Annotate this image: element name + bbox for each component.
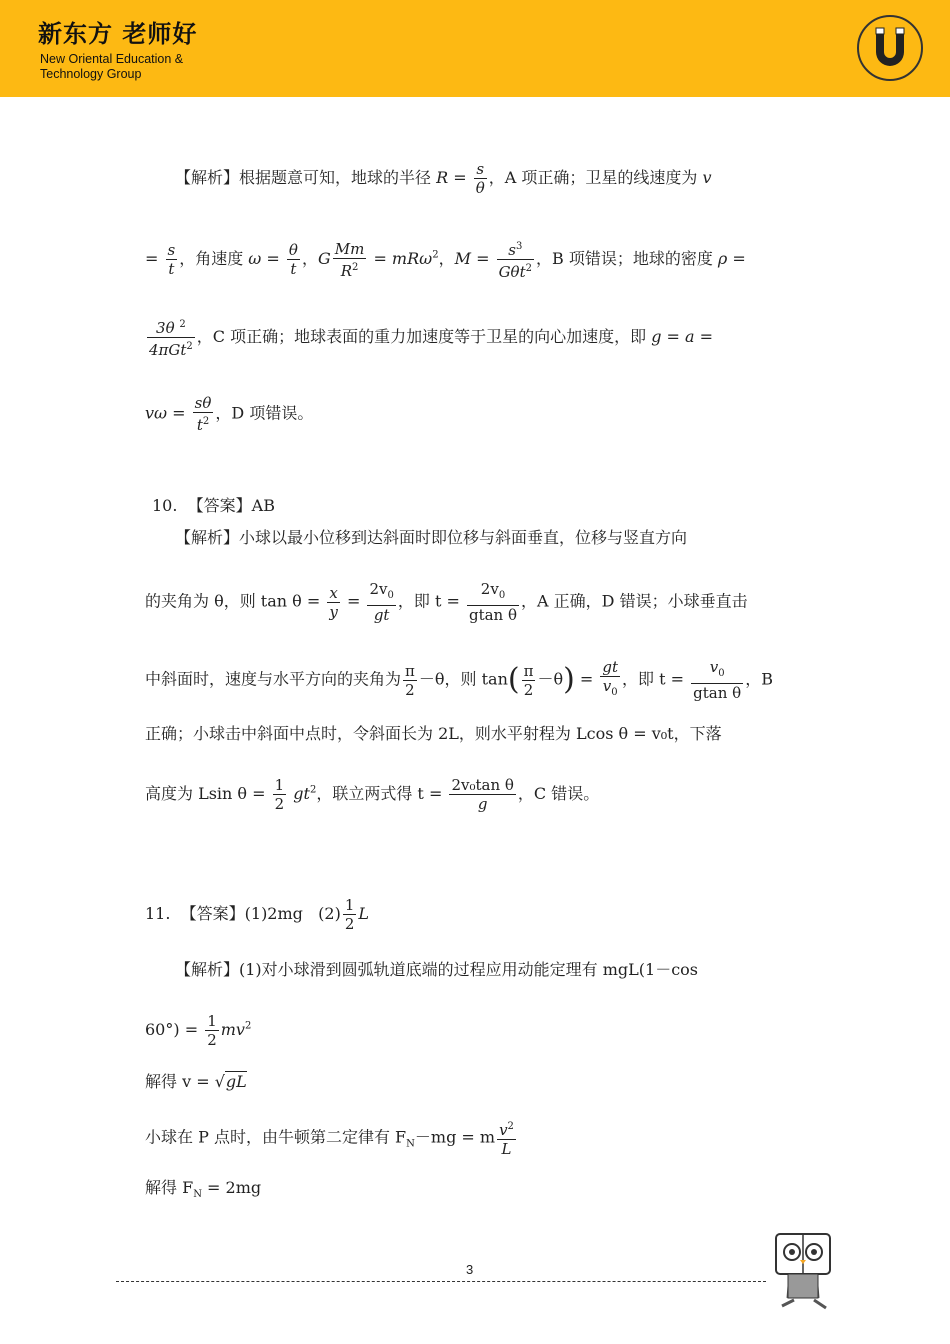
fraction: $\frac{Mm}{R^2}$ [334, 239, 365, 280]
q11-line3: 解得 v = √gL [145, 1072, 247, 1091]
fraction: $\frac{1}{2}$ [207, 1012, 217, 1049]
fraction: $\frac{\theta}{t}$ [288, 241, 298, 278]
fraction: $\frac{\text{2v₀tan θ}}{g}$ [451, 776, 514, 813]
fraction: $\frac{\pi}{2}$ [523, 661, 534, 699]
brand-name-cn: 新东方 老师好 [38, 20, 198, 48]
fraction: $\frac{2v_0}{\text{gtan θ}}$ [468, 580, 518, 624]
fraction: $\frac{3\theta ^2}{4\pi Gt^2}$ [147, 316, 195, 359]
fraction: $\frac{s}{t}$ [167, 241, 176, 278]
header-banner [0, 0, 950, 97]
brand-name-en [40, 52, 240, 82]
footer-divider [116, 1281, 766, 1282]
page-number: 3 [466, 1262, 474, 1277]
q11-line2: 60°) = $\frac{1}{2}$ $mv^2$ [145, 1012, 252, 1049]
q9-line2: = $\frac{s}{t}$ ，角速度 ω = $\frac{\theta}{t}$ ，G $\frac{Mm}{R^2}$ = mRω$^2$，M = $\frac{s^3}{G\theta t^2}$ ，B 项错误；地球的密度 ρ = [145, 239, 746, 281]
fraction: $\frac{s\theta}{t^2}$ [194, 394, 212, 434]
fraction: $\frac{s^3}{G\theta t^2}$ [497, 238, 534, 281]
q10-line3: 中斜面时，速度与水平方向的夹角为 $\frac{\pi}{2}$ －θ，则 tan( $\frac{\pi}{2}$ －θ) = $\frac{gt}{v_0}$ ，即 t = $\frac{v_0}{\text{gtan θ}}$ ，B [145, 658, 773, 702]
fraction: $\frac{v_0}{\text{gtan θ}}$ [693, 658, 742, 702]
fraction: $\frac{x}{y}$ [329, 583, 338, 621]
q11-line1: 【解析】(1)对小球滑到圆弧轨道底端的过程应用动能定理有 mgL(1－cos [175, 960, 699, 979]
q11-line4: 小球在 P 点时，由牛顿第二定律有 $F_N-mg = m$ $\frac{v^2}{L}$ [145, 1118, 518, 1158]
magnet-u-logo-icon [856, 14, 924, 82]
fraction: $\frac{gt}{v_0}$ [602, 658, 619, 698]
q10-line1: 【解析】小球以最小位移到达斜面时即位移与斜面垂直，位移与竖直方向 [175, 528, 688, 547]
q9-line3: $\frac{3\theta ^2}{4\pi Gt^2}$ ，C 项正确；地球表面的重力加速度等于卫星的向心加速度，即 g = a = [145, 316, 713, 359]
q9-line1: 【解析】根据题意可知，地球的半径 R = $\frac{s}{\theta}$ ，A 项正确；卫星的线速度为 v [175, 160, 712, 197]
brand-en-line1: New Oriental Education & [40, 52, 184, 66]
fraction: $\frac{v^2}{L}$ [497, 1118, 516, 1158]
q10-line5: 高度为 Lsin θ = $\frac{1}{2}$ $gt^2$，联立两式得 t = $\frac{\text{2v₀tan θ}}{g}$ ，C 错误。 [145, 776, 600, 813]
brand-en-line2: Technology Group [40, 67, 142, 81]
q11-answer: 11. 【答案】(1)2mg (2) $\frac{1}{2}$ L [145, 896, 370, 933]
fraction: $\frac{2v_0}{gt}$ [369, 580, 394, 624]
fraction: $\frac{1}{2}$ [344, 896, 355, 933]
fraction: $\frac{\pi}{2}$ [405, 661, 415, 699]
q9-line4: vω = $\frac{s\theta}{t^2}$ ，D 项错误。 [145, 394, 314, 434]
fraction: $\frac{1}{2}$ [274, 776, 285, 813]
q10-answer: 10. 【答案】AB [152, 496, 275, 515]
q10-line2: 的夹角为 θ，则 tan θ = $\frac{x}{y}$ = $\frac{2v_0}{gt}$ ，即 t = $\frac{2v_0}{\text{gtan θ}}$ ，A 正确，D 错误；小球垂直击 [145, 580, 748, 624]
q11-line5: 解得 $F_N = 2mg$ [145, 1178, 262, 1201]
q10-line4: 正确；小球击中斜面中点时，令斜面长为 2L，则水平射程为 Lcos θ = v₀t，下落 [145, 724, 722, 743]
fraction: $\frac{s}{\theta}$ [475, 160, 485, 197]
reading-owl-mascot-icon [768, 1228, 838, 1318]
